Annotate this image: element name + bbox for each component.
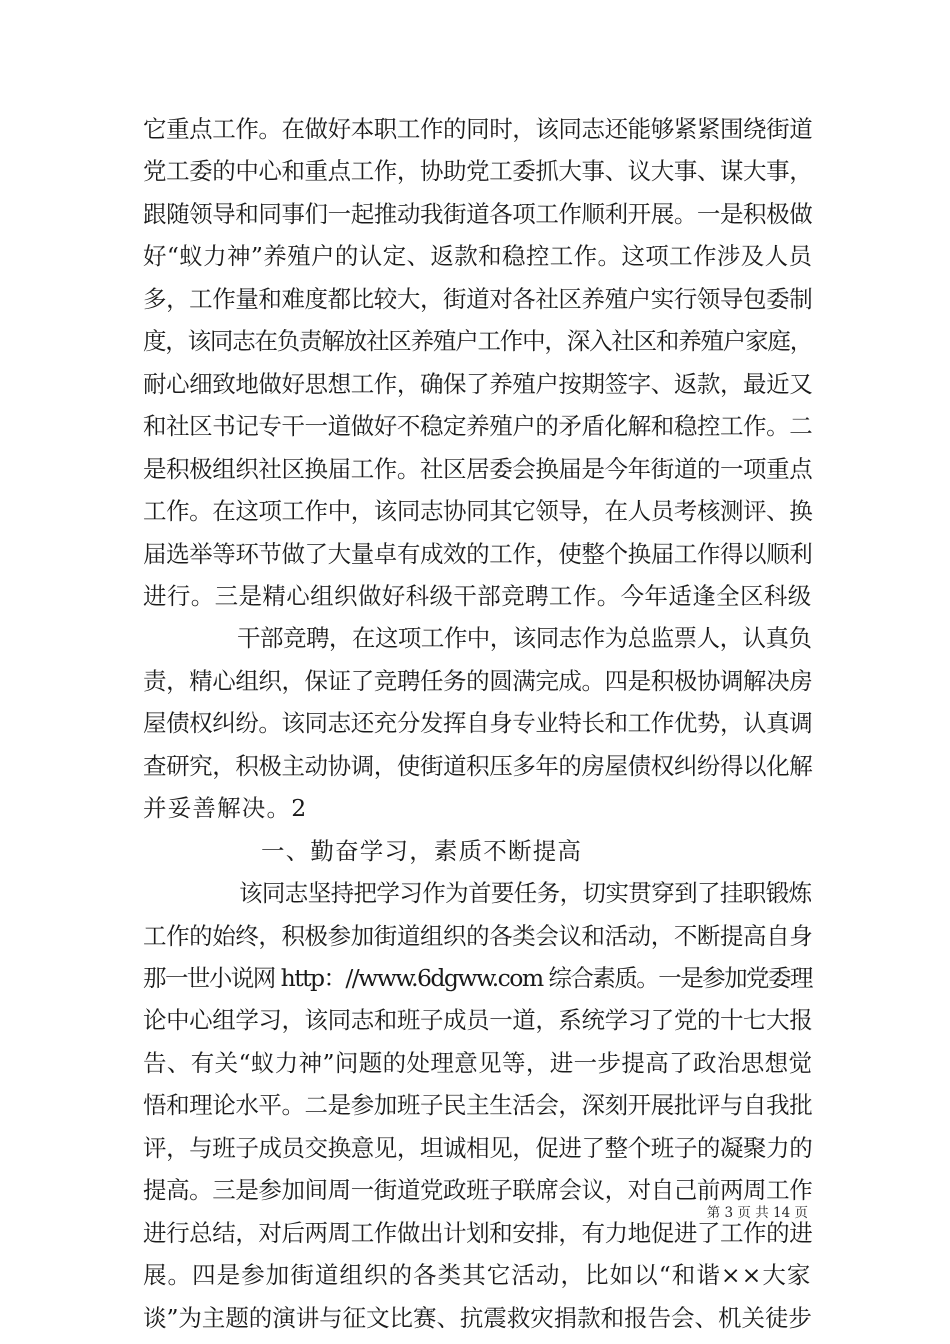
body-text-line: 展。四是参加街道组织的各类其它活动，比如以“和谐××大家	[143, 1261, 812, 1289]
body-text-line: 好“蚁力神”养殖户的认定、返款和稳控工作。这项工作涉及人员	[143, 242, 813, 270]
body-text-line: 提高。三是参加间周一街道党政班子联席会议，对自己前两周工作	[143, 1176, 813, 1204]
body-text-line: 那一世小说网 http：//www.6dgww.com 综合素质。一是参加党委理	[143, 964, 812, 992]
body-text-line: 工作。在这项工作中，该同志协同其它领导，在人员考核测评、换	[143, 497, 813, 525]
body-text-line: 屋债权纠纷。该同志还充分发挥自身专业特长和工作优势，认真调	[143, 709, 813, 737]
body-text-line: 跟随领导和同事们一起推动我街道各项工作顺利开展。一是积极做	[143, 200, 813, 228]
body-text-line: 是积极组织社区换届工作。社区居委会换届是今年街道的一项重点	[143, 455, 813, 483]
body-text-line: 责，精心组织，保证了竞聘任务的圆满完成。四是积极协调解决房	[143, 667, 813, 695]
body-text-line: 并妥善解决。2	[143, 794, 308, 822]
body-text-line: 进行。三是精心组织做好科级干部竞聘工作。今年适逢全区科级	[143, 582, 812, 610]
body-text-line: 度，该同志在负责解放社区养殖户工作中，深入社区和养殖户家庭，	[143, 327, 812, 355]
page-number: 第 3 页 共 14 页	[706, 1205, 808, 1221]
body-text-line: 耐心细致地做好思想工作，确保了养殖户按期签字、返款，最近又	[143, 370, 813, 398]
body-text-line: 它重点工作。在做好本职工作的同时，该同志还能够紧紧围绕街道	[143, 115, 813, 143]
body-text-line: 查研究，积极主动协调，使街道积压多年的房屋债权纠纷得以化解	[143, 752, 813, 780]
body-text-line: 论中心组学习，该同志和班子成员一道，系统学习了党的十七大报	[143, 1006, 813, 1034]
body-text-line: 工作的始终，积极参加街道组织的各类会议和活动，不断提高自身	[143, 922, 813, 950]
body-text-line: 悟和理论水平。二是参加班子民主生活会，深刻开展批评与自我批	[143, 1091, 813, 1119]
body-text-line: 党工委的中心和重点工作，协助党工委抓大事、议大事、谋大事，	[143, 157, 813, 185]
body-text-line: 评，与班子成员交换意见，坦诚相见，促进了整个班子的凝聚力的	[143, 1134, 813, 1162]
body-text-line: 多，工作量和难度都比较大，街道对各社区养殖户实行领导包委制	[143, 285, 813, 313]
body-text-line: 届选举等环节做了大量卓有成效的工作，使整个换届工作得以顺利	[143, 540, 813, 568]
body-text-line: 该同志坚持把学习作为首要任务，切实贯穿到了挂职锻炼	[239, 879, 812, 907]
body-text-line: 干部竞聘，在这项工作中，该同志作为总监票人，认真负	[237, 624, 812, 652]
section-heading: 一、勤奋学习，素质不断提高	[261, 837, 583, 865]
body-text-line: 和社区书记专干一道做好不稳定养殖户的矛盾化解和稳控工作。二	[143, 412, 813, 440]
body-text-line: 告、有关“蚁力神”问题的处理意见等，进一步提高了政治思想觉	[143, 1049, 813, 1077]
body-text-line: 进行总结，对后两周工作做出计划和安排，有力地促进了工作的进	[143, 1219, 813, 1247]
body-text-line: 谈”为主题的演讲与征文比赛、抗震救灾捐款和报告会、机关徒步	[143, 1304, 812, 1332]
